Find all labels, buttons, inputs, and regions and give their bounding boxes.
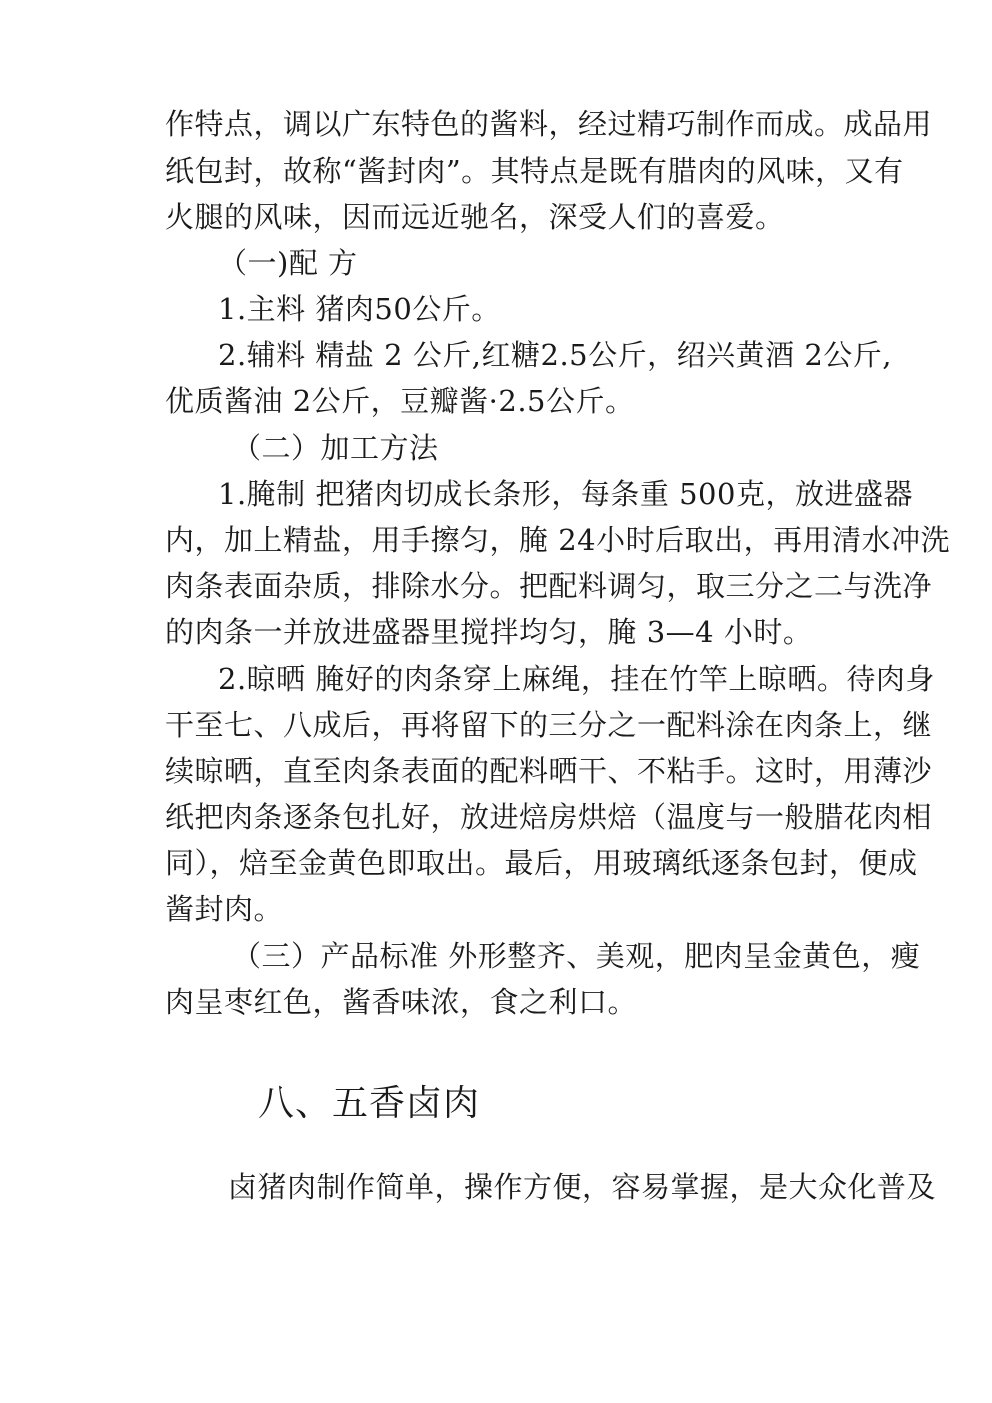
paragraph-line: 纸把肉条逐条包扎好，放进焙房烘焙（温度与一般腊花肉相	[165, 800, 933, 834]
section-title: 八、五香卤肉	[258, 1083, 481, 1124]
paragraph-line: 2.辅料 精盐 2 公斤,红糖2.5公斤，绍兴黄酒 2公斤,	[218, 338, 893, 372]
paragraph-line: 的肉条一并放进盛器里搅拌均匀，腌 3—4 小时。	[165, 615, 813, 649]
paragraph-line: （三）产品标准 外形整齐、美观，肥肉呈金黄色，瘦	[232, 939, 921, 973]
subsection-heading: （一)配 方	[218, 246, 358, 280]
paragraph-line: 内，加上精盐，用手擦匀，腌 24小时后取出，再用清水冲洗	[165, 523, 951, 557]
paragraph-line: 卤猪肉制作简单，操作方便，容易掌握，是大众化普及	[228, 1170, 937, 1204]
paragraph-line: 同），焙至金黄色即取出。最后，用玻璃纸逐条包封，便成	[165, 846, 918, 880]
paragraph-line: 纸包封，故称“酱封肉”。其特点是既有腊肉的风味，又有	[165, 154, 904, 188]
paragraph-line: 1.主料 猪肉50公斤。	[218, 292, 501, 326]
paragraph-line: 肉条表面杂质，排除水分。把配料调匀，取三分之二与洗净	[165, 569, 933, 603]
paragraph-line: 作特点，调以广东特色的酱料，经过精巧制作而成。成品用	[165, 107, 933, 141]
paragraph-line: 2.晾晒 腌好的肉条穿上麻绳，挂在竹竿上晾晒。待肉身	[218, 662, 935, 696]
paragraph-line: 酱封肉。	[165, 892, 284, 926]
paragraph-line: 优质酱油 2公斤，豆瓣酱·2.5公斤。	[165, 384, 635, 418]
subsection-heading: （二）加工方法	[232, 431, 439, 465]
paragraph-line: 火腿的风味，因而远近驰名，深受人们的喜爱。	[165, 200, 785, 234]
paragraph-line: 续晾晒，直至肉条表面的配料晒干、不粘手。这时，用薄沙	[165, 754, 933, 788]
paragraph-line: 1.腌制 把猪肉切成长条形，每条重 500克，放进盛器	[218, 477, 913, 511]
paragraph-line: 肉呈枣红色，酱香味浓，食之利口。	[165, 985, 638, 1019]
paragraph-line: 干至七、八成后，再将留下的三分之一配料涂在肉条上，继	[165, 708, 933, 742]
